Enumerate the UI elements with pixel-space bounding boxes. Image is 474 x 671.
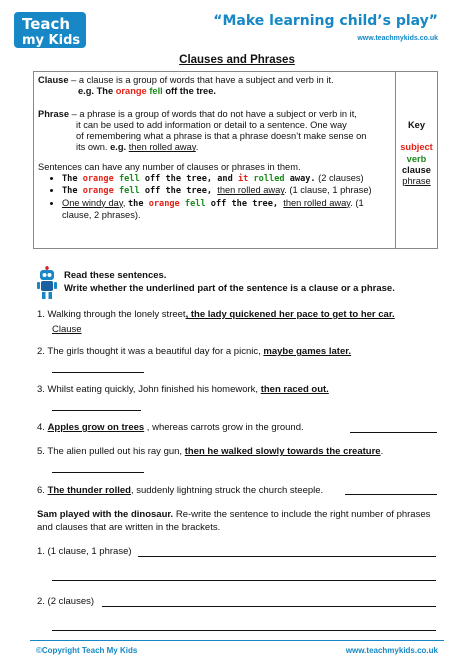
- logo-line2: my Kids: [22, 33, 81, 48]
- footer-website[interactable]: www.teachmykids.co.uk: [345, 646, 438, 655]
- logo-line1: Teach: [22, 15, 71, 33]
- question-3: 3. Whilst eating quickly, John finished his homework, then raced out.: [37, 384, 329, 395]
- definitions-text: Clause – a clause is a group of words that have a subject and verb in it. e.g. The orange fell off the tree. Phrase – a phrase is a group of words that do not have a subject or verb in it, it can be used to add information or detail to a sentence. One way of remembering what a phrase is that a phrase doesn’t make sense on its own. e.g. then rolled away. Sentences can have any number of clauses or phrases in them. • The orange fell off the tree, and it rolled away. (2 clauses) • The orange fell off the tree, then rolled away. (1 clause, 1 phrase) • One windy day, the orange fell off the tree, then rolled away. (1 clause, 2 phrases).: [38, 75, 392, 221]
- example-1: • The orange fell off the tree, and it rolled away. (2 clauses): [62, 173, 392, 185]
- instructions: [64, 269, 395, 295]
- example-2: • The orange fell off the tree, then rolled away. (1 clause, 1 phrase): [62, 185, 392, 197]
- clause-term: Clause: [38, 75, 69, 85]
- tagline: “Make learning child’s play”: [213, 13, 438, 29]
- rewrite-line-2b[interactable]: [52, 630, 436, 631]
- rewrite-instructions: Sam played with the dinosaur. Re-write the sentence to include the right number of phrases and clauses that are written in the brackets.: [37, 509, 431, 533]
- question-2: 2. The girls thought it was a beautiful day for a picnic, maybe games later.: [37, 346, 352, 357]
- example-3: • One windy day, the orange fell off the tree, then rolled away. (1 clause, 2 phrases).: [62, 198, 392, 222]
- answer-line-4[interactable]: [350, 432, 437, 433]
- answer-line-2[interactable]: [52, 372, 144, 373]
- key-title: Key: [407, 120, 426, 130]
- rewrite-line-1a[interactable]: [138, 556, 436, 557]
- key-verb: verb: [406, 153, 427, 164]
- instruction-line1: Read these sentences.: [64, 270, 167, 281]
- footer-copyright: ©Copyright Teach My Kids: [36, 646, 138, 655]
- clause-definition: Clause – a clause is a group of words that have a subject and verb in it.: [38, 75, 334, 85]
- rewrite-item-2: 2. (2 clauses): [37, 596, 95, 607]
- instruction-line2: Write whether the underlined part of the sentence is a clause or a phrase.: [64, 283, 395, 294]
- teach-my-kids-logo: [14, 10, 88, 50]
- sentences-intro: Sentences can have any number of clauses or phrases in them.: [38, 161, 301, 172]
- examples-list: [38, 173, 392, 221]
- question-4: 4. Apples grow on trees , whereas carrots grow in the ground.: [37, 422, 304, 433]
- answer-line-5[interactable]: [52, 472, 144, 473]
- definitions-box: [33, 71, 438, 249]
- phrase-term: Phrase: [38, 108, 70, 119]
- answer-1: Clause: [52, 324, 82, 335]
- phrase-definition: Phrase – a phrase is a group of words that do not have a subject or verb in it,: [38, 108, 357, 119]
- footer-divider: [30, 640, 444, 641]
- answer-line-3[interactable]: [52, 410, 141, 411]
- question-5: 5. The alien pulled out his ray gun, then he walked slowly towards the creature.: [37, 446, 384, 457]
- rewrite-line-2a[interactable]: [102, 606, 436, 607]
- key-phrase: phrase: [402, 176, 431, 187]
- answer-line-6[interactable]: [345, 494, 437, 495]
- clause-example: e.g. The orange fell off the tree.: [78, 86, 216, 97]
- rewrite-item-1: 1. (1 clause, 1 phrase): [37, 546, 132, 557]
- question-6: 6. The thunder rolled, suddenly lightning struck the church steeple.: [37, 485, 324, 496]
- robot-icon: [37, 266, 57, 300]
- page-title: Clauses and Phrases: [179, 54, 295, 66]
- key-clause: clause: [402, 164, 431, 175]
- key-legend: [396, 72, 437, 187]
- rewrite-line-1b[interactable]: [52, 580, 436, 581]
- question-1: 1. Walking through the lonely street, the lady quickened her pace to get to her car.: [37, 309, 395, 320]
- header-website[interactable]: www.teachmykids.co.uk: [357, 35, 438, 42]
- key-subject: subject: [400, 142, 433, 153]
